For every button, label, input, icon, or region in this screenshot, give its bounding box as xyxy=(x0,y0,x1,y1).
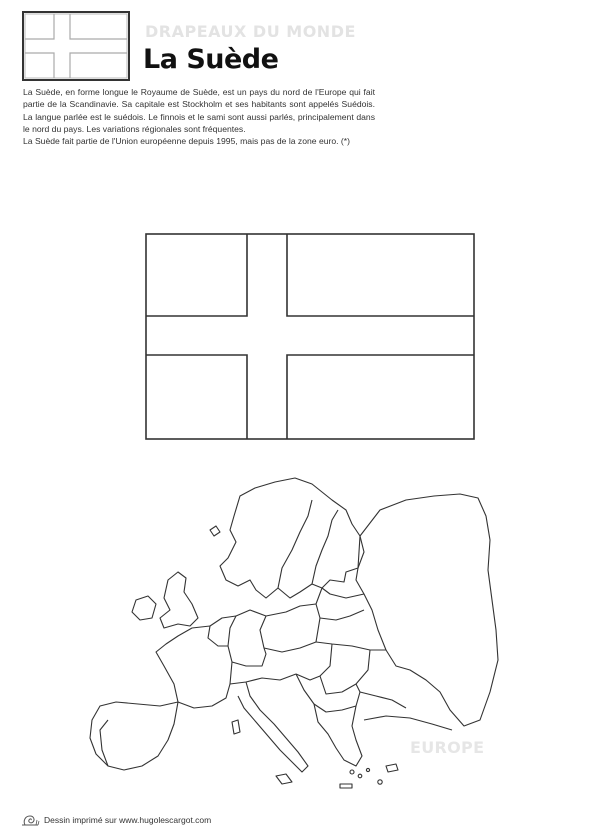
small-flag-drawing xyxy=(24,13,128,79)
iberia-outline xyxy=(90,702,178,770)
footer-credit: Dessin imprimé sur www.hugolescargot.com xyxy=(44,815,212,825)
russia-outline xyxy=(356,494,498,726)
small-flag-thumbnail xyxy=(22,11,130,81)
scandinavia-outline xyxy=(220,478,364,598)
intro-paragraph: La Suède, en forme longue le Royaume de Suède, est un pays du nord de l'Europe qui fait partie de la Scandinavie. Sa capitale est Stockholm et ses habitants sont appelés Suédois. La langue parlée est le suédois. Le finnois et le sami sont aussi parlés, principalement dans le nord du pays. Les variations régionales sont fréquentes. xyxy=(23,87,375,134)
intro-text xyxy=(23,86,375,147)
footer xyxy=(20,812,211,828)
europe-map-outline xyxy=(60,470,540,810)
page-title: La Suède xyxy=(143,44,279,75)
intro-paragraph: La Suède fait partie de l'Union européenne depuis 1995, mais pas de la zone euro. (*) xyxy=(23,136,350,147)
snail-icon xyxy=(20,813,40,827)
map-label: EUROPE xyxy=(410,738,485,757)
british-isles-outline xyxy=(160,572,198,628)
sweden-flag-outline xyxy=(145,233,475,440)
ireland-outline xyxy=(132,596,156,620)
series-title: DRAPEAUX DU MONDE xyxy=(145,22,356,41)
